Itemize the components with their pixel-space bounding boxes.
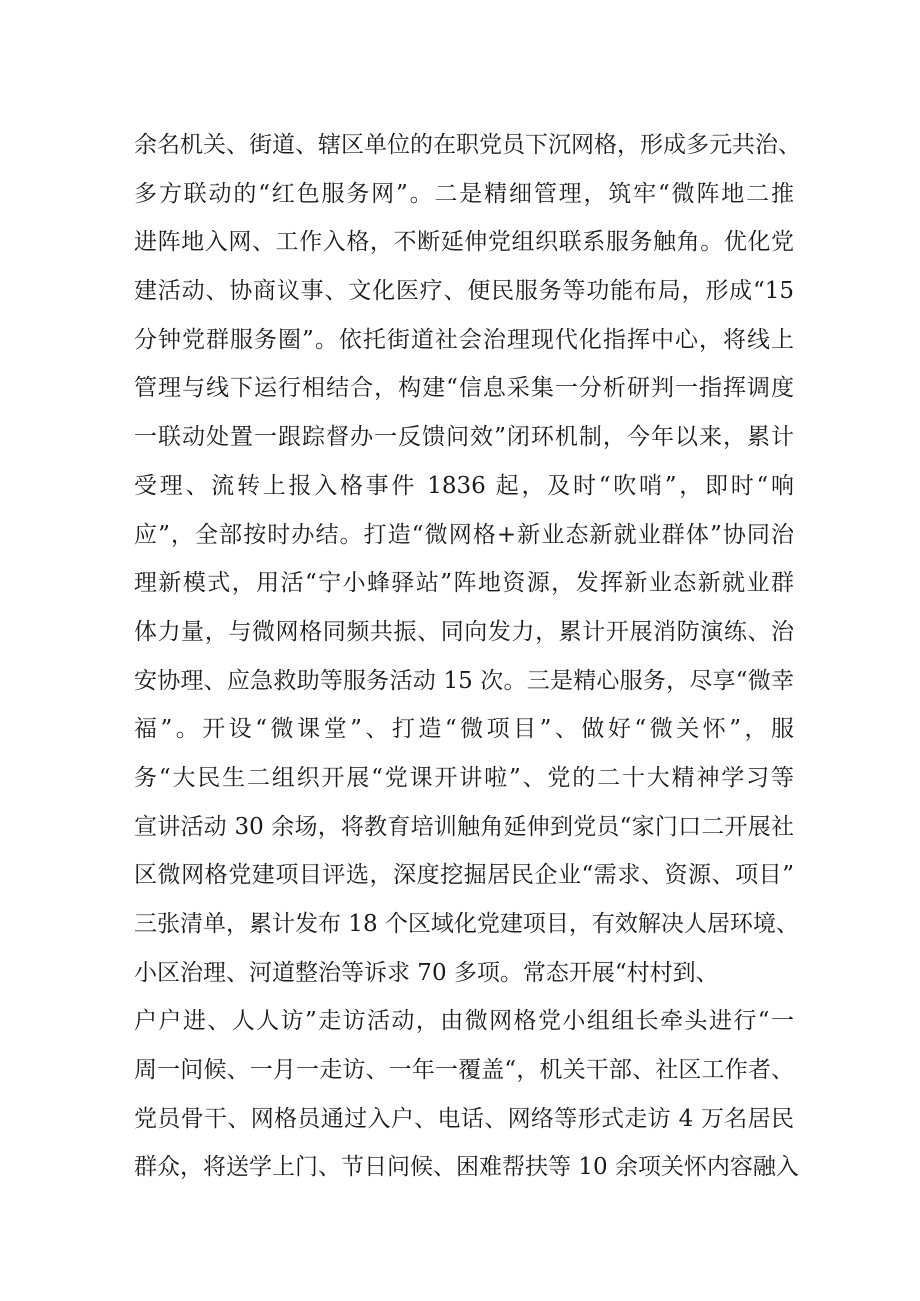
text-line: 多方联动的“红色服务网”。二是精细管理，筑牢“微阵地二推 — [134, 180, 794, 207]
body-paragraph — [134, 121, 801, 1192]
text-line: 应”，全部按时办结。打造“微网格+新业态新就业群体”协同治 — [134, 521, 794, 548]
text-line: 福”。开设“微课堂”、打造“微项目”、做好“微关怀”，服 — [134, 716, 794, 743]
text-line: 党员骨干、网格员通过入户、电话、网络等形式走访 4 万名居民 — [134, 1105, 794, 1132]
text-line: 理新模式，用活“宁小蜂驿站”阵地资源，发挥新业态新就业群 — [134, 570, 794, 597]
text-line: 余名机关、街道、辖区单位的在职党员下沉网格，形成多元共治、 — [134, 132, 801, 158]
text-line: 受理、流转上报入格事件 1836 起，及时“吹哨”，即时“响 — [134, 472, 794, 499]
text-line: 户户进、人人访”走访活动，由微网格党小组组长牵头进行“一 — [134, 1008, 794, 1035]
text-line: 体力量，与微网格同频共振、同向发力，累计开展消防演练、治 — [134, 618, 794, 645]
text-line: 一联动处置一跟踪督办一反馈问效”闭环机制，今年以来，累计 — [134, 424, 794, 451]
text-line: 宣讲活动 30 余场，将教育培训触角延伸到党员“家门口二开展社 — [134, 813, 794, 840]
text-line: 区微网格党建项目评选，深度挖掘居民企业“需求、资源、项目” — [134, 862, 794, 889]
text-line: 群众，将送学上门、节日问候、困难帮扶等 10 余项关怀内容融入 — [134, 1154, 799, 1181]
text-line: 进阵地入网、工作入格，不断延伸党组织联系服务触角。优化党 — [134, 229, 794, 256]
text-line: 三张清单，累计发布 18 个区域化党建项目，有效解决人居环境、 — [134, 911, 799, 937]
text-line: 安协理、应急救助等服务活动 15 次。三是精心服务，尽享“微幸 — [134, 667, 794, 694]
text-line: 管理与线下运行相结合，构建“信息采集一分析研判一指挥调度 — [134, 375, 794, 402]
text-line: 周一问候、一月一走访、一年一覆盖“，机关干部、社区工作者、 — [134, 1057, 794, 1084]
text-line: 建活动、协商议事、文化医疗、便民服务等功能布局，形成“15 — [134, 278, 794, 305]
text-line: 小区治理、河道整治等诉求 70 多项。常态开展“村村到、 — [134, 959, 719, 986]
text-line: 务“大民生二组织开展“党课开讲啦”、党的二十大精神学习等 — [134, 764, 794, 791]
text-line: 分钟党群服务圈”。依托街道社会治理现代化指挥中心，将线上 — [134, 326, 794, 353]
